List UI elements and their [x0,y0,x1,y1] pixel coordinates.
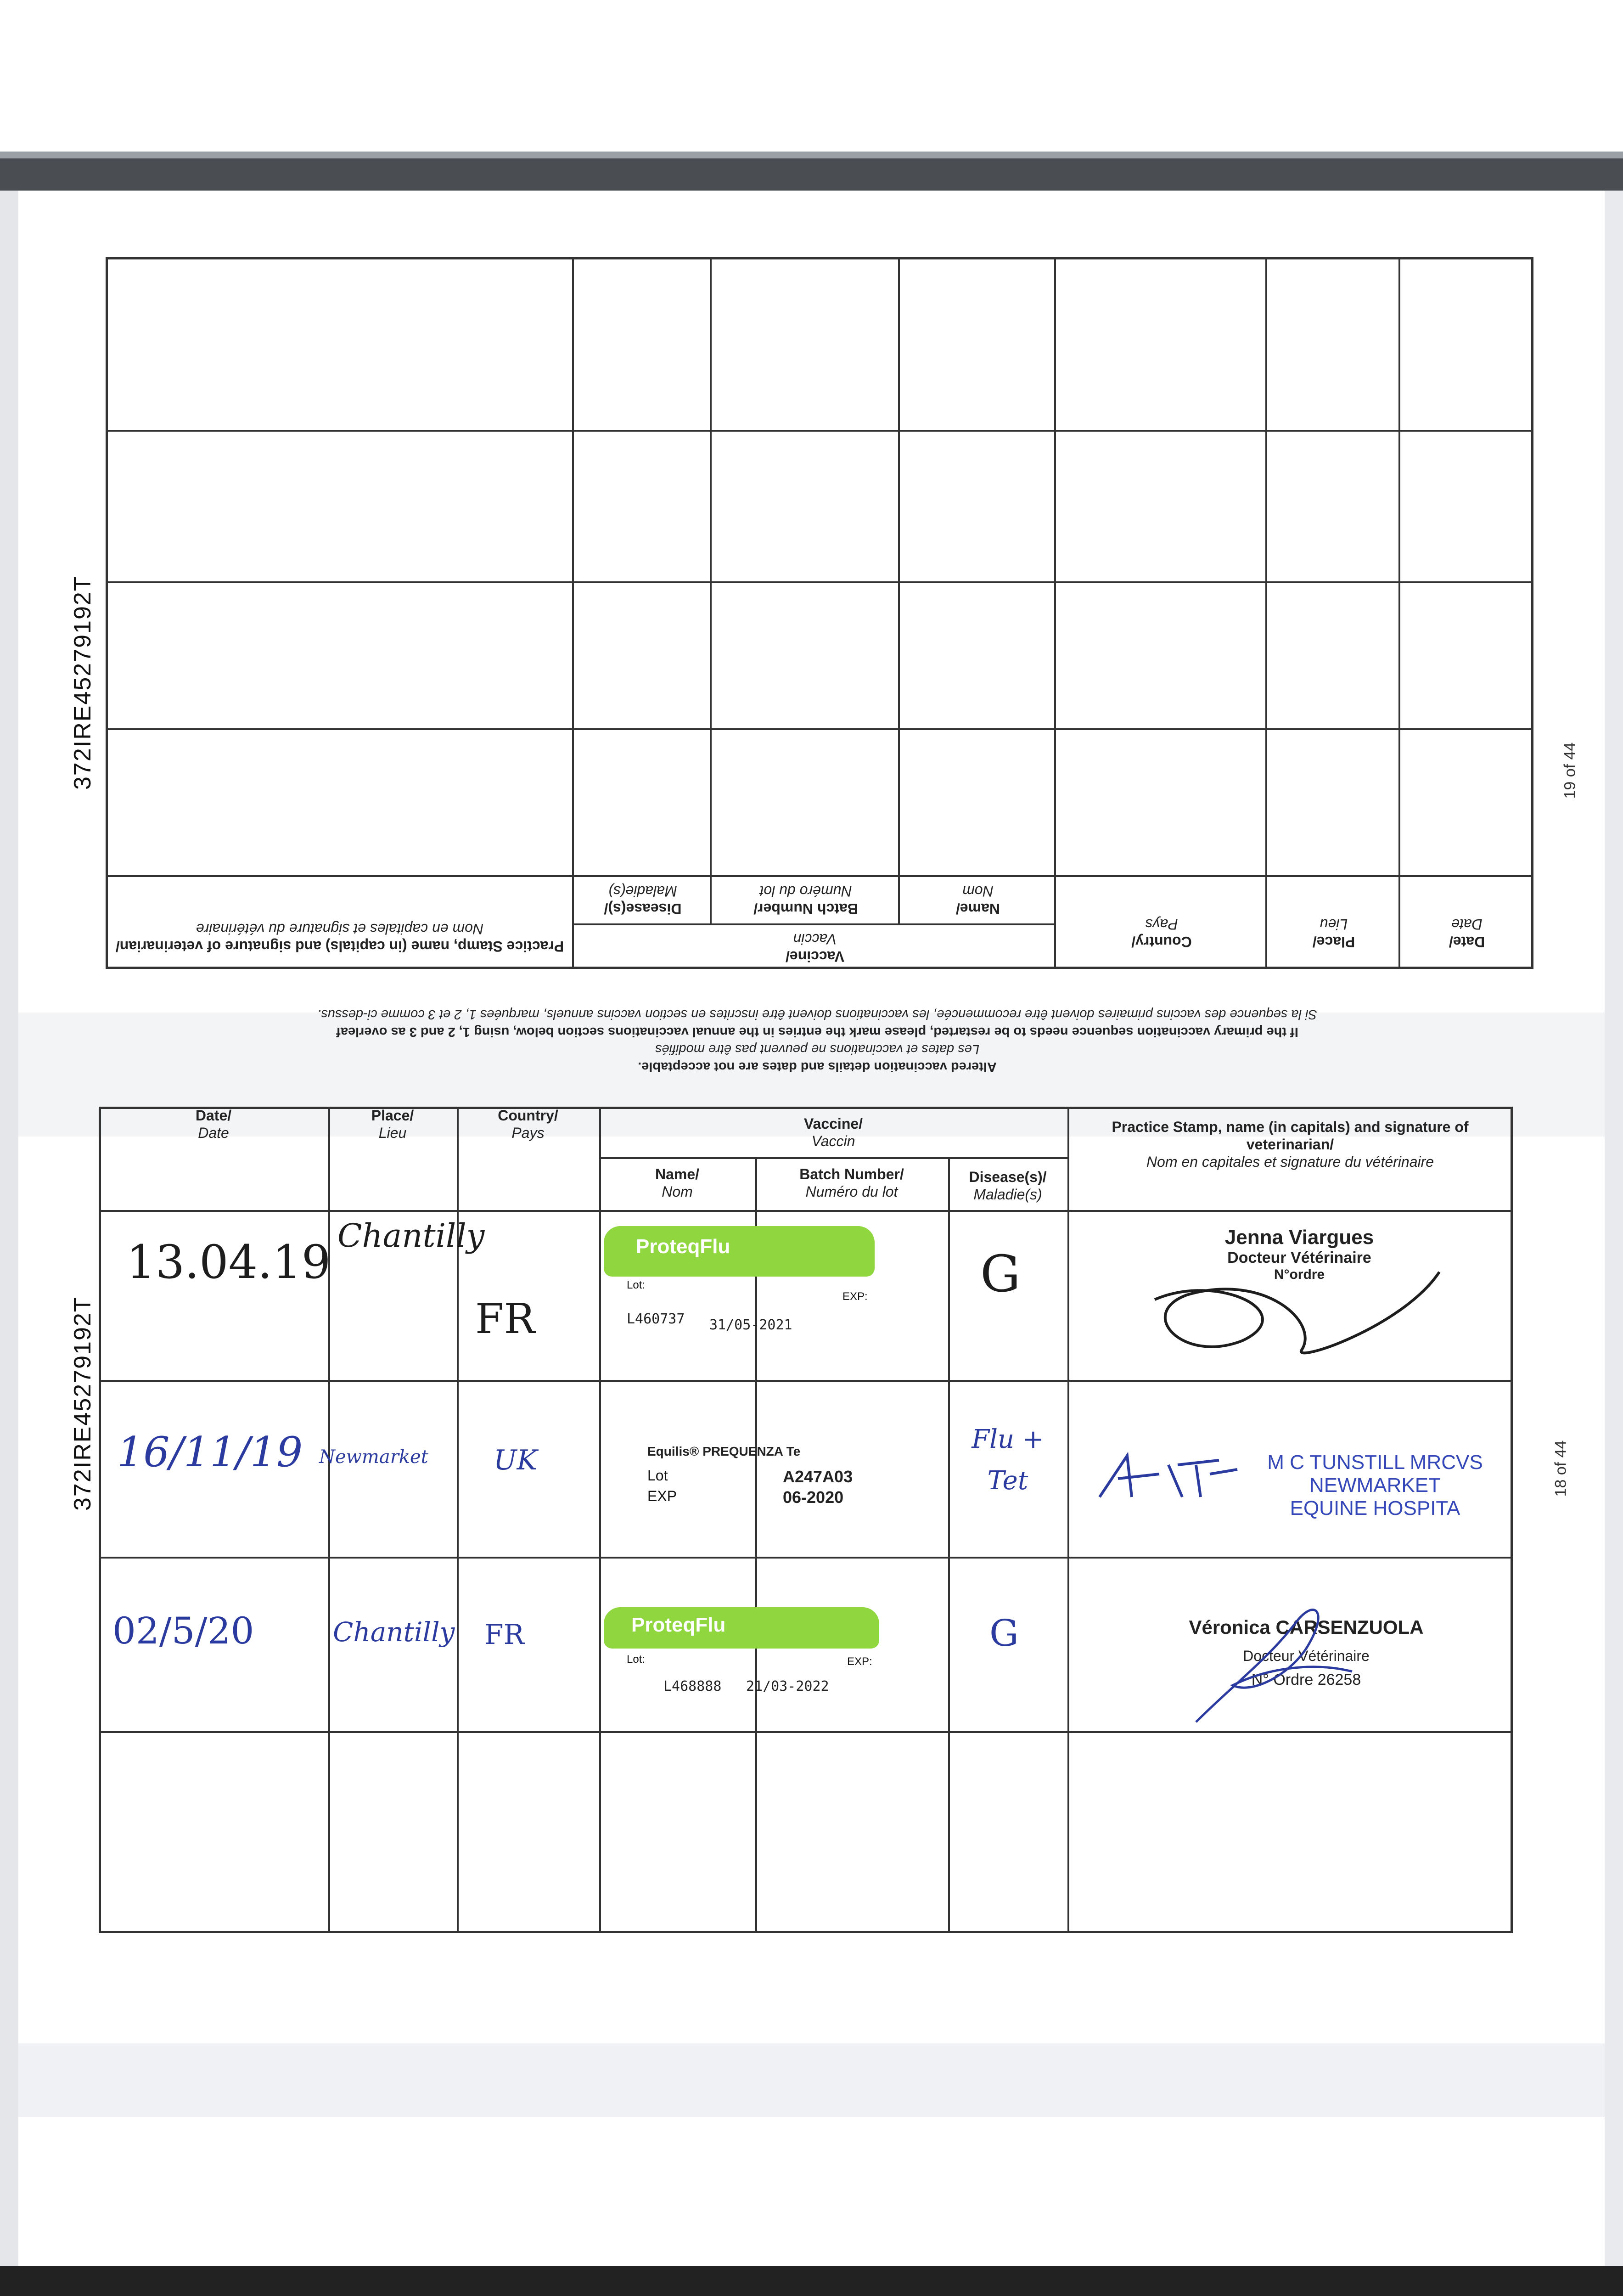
row3-signature [1178,1593,1370,1731]
top-header-place: Place/ Lieu [1312,916,1355,950]
notice-line-1: Altered vaccination details and dates are not acceptable. [638,1059,997,1074]
row3-stamp-order: N° Ordre 26258 [1251,1671,1361,1688]
top-vaccination-table [106,257,1533,969]
row2-batch: A247A03 [783,1467,853,1486]
row3-vaccine-sticker [604,1607,879,1649]
row2-vet-stamp [1247,1451,1504,1520]
top-passport-id: 372IRE45279192T [69,575,96,790]
bottom-header-disease: Disease(s)/ Maladie(s) [969,1169,1047,1203]
scan-edge-top [0,158,1623,191]
row1-exp-label: EXP: [842,1290,868,1303]
row1-place: Chantilly [337,1217,485,1255]
row2-signature [1090,1446,1247,1506]
row1-expiry: 31/05-2021 [709,1317,792,1333]
row1-vaccine-brand: ProteqFlu [636,1235,730,1258]
row2-lot-label: Lot [647,1467,668,1484]
scan-edge-right [1605,191,1623,2266]
bottom-header-name: Name/ Nom [655,1166,700,1200]
top-header-date: Date/ Date [1449,916,1485,950]
top-header-vaccine: Vaccine/ Vaccin [785,931,845,965]
row1-signature [1127,1244,1494,1373]
row3-stamp-name: Véronica CARSENZUOLA [1189,1616,1424,1638]
top-header-country: Country/ Pays [1131,916,1192,950]
notice-line-3: If the primary vaccination sequence needs to be restarted, please mark the entries in the annual vaccinations section below, using 1, 2 and 3 as overleaf [336,1024,1298,1039]
row1-stamp-title: Docteur Vétérinaire [1227,1249,1371,1266]
row2-country: UK [494,1444,538,1476]
bottom-passport-id: 372IRE45279192T [69,1296,96,1511]
row1-date: 13.04.19 [126,1235,331,1289]
top-header-stamp: Practice Stamp, name (in capitals) and signature of veterinarian/ Nom en capitales et signature du vétérinaire [115,921,564,955]
bottom-header-place: Place/ Lieu [371,1107,414,1141]
row3-stamp-title: Docteur Vétérinaire [1243,1648,1370,1664]
top-page-number: 19 of 44 [1561,742,1579,799]
bottom-header-date: Date/ Date [195,1107,232,1141]
row2-expiry: 06-2020 [783,1488,844,1507]
row1-batch: L460737 [627,1311,685,1327]
notice-line-2: Les dates et vaccinations ne peuvent pas être modifiés [655,1042,980,1057]
top-header-batch: Batch Number/ Numéro du lot [753,883,858,917]
row3-lot-label: Lot: [627,1653,646,1666]
notice-line-4: Si la sequence des vaccins primaires doivent être recommencée, les vaccinations doivent être inscrites en section vaccins annuels, marquées 1, 2 et 3 comme ci-dessus. [317,1007,1317,1022]
top-header-name: Name/ Nom [955,883,1000,917]
row1-disease: G [980,1244,1021,1303]
row3-batch: L468888 [663,1678,722,1694]
row1-country: FR [475,1295,535,1343]
top-header-disease: Disease(s)/ Maladie(s) [604,883,682,917]
row3-exp-label: EXP: [847,1655,872,1668]
row3-disease: G [989,1612,1019,1654]
row2-stamp-title: NEWMARKET [1309,1474,1441,1497]
bottom-page-number: 18 of 44 [1552,1440,1570,1497]
row2-date: 16/11/19 [117,1428,303,1476]
scan-edge-left [0,191,18,2266]
row2-exp-label: EXP [647,1488,677,1504]
row3-country: FR [484,1619,524,1651]
row3-expiry: 21/03-2022 [746,1678,829,1694]
row1-lot-label: Lot: [627,1279,646,1291]
row1-stamp-order: N°ordre [1274,1267,1325,1282]
row1-vaccine-sticker [604,1226,875,1277]
row2-stamp-name: M C TUNSTILL MRCVS [1267,1451,1483,1474]
bottom-page [99,1107,1513,1933]
top-notice [152,1006,1483,1075]
page-footer-band [18,2043,1605,2117]
scan-edge-bottom [0,2266,1623,2296]
row1-stamp-name: Jenna Viargues [1224,1226,1374,1249]
bottom-header-stamp: Practice Stamp, name (in capitals) and signature of veterinarian/ Nom en capitales et signature du vétérinaire [1112,1119,1469,1170]
top-page [106,257,1533,969]
row3-vaccine-brand: ProteqFlu [631,1614,726,1636]
bottom-header-batch: Batch Number/ Numéro du lot [799,1166,904,1200]
bottom-header-vaccine: Vaccine/ Vaccin [803,1115,863,1149]
row3-place: Chantilly [333,1616,455,1648]
row2-stamp-order: EQUINE HOSPITA [1290,1497,1460,1519]
row2-vaccine-brand: Equilis® PREQUENZA Te [647,1444,801,1458]
row2-place: Newmarket [319,1446,428,1468]
row3-date: 02/5/20 [112,1609,254,1652]
row2-disease: Flu + Tet [972,1424,1044,1496]
bottom-header-country: Country/ Pays [498,1107,558,1141]
